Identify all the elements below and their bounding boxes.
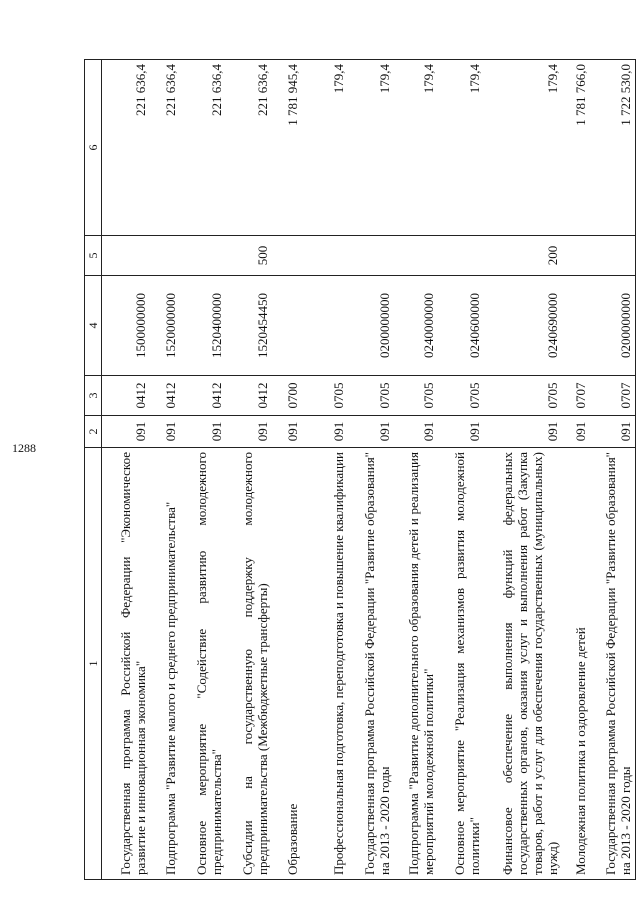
row-amount: 179,4	[438, 60, 484, 236]
table-row	[102, 60, 150, 880]
row-section-code: 0412	[102, 376, 150, 416]
row-target-code: 0240600000	[438, 276, 484, 376]
row-expense-type: 200	[484, 236, 562, 276]
row-expense-type	[180, 236, 226, 276]
row-section-code: 0705	[348, 376, 394, 416]
row-amount: 1 781 945,4	[272, 60, 302, 236]
row-section-code: 0705	[484, 376, 562, 416]
page-number: 1288	[12, 441, 36, 455]
row-target-code: 1520454450	[226, 276, 272, 376]
table-row	[394, 60, 438, 880]
row-name: Основное мероприятие "Содействие развитию молодежного предпринимательства"	[180, 448, 226, 880]
row-name: Подпрограмма "Развитие малого и среднего предпринимательства"	[150, 448, 180, 880]
row-name: Основное мероприятие "Реализация механизмов развития молодежной политики"	[438, 448, 484, 880]
row-ministry-code: 091	[226, 416, 272, 448]
row-name: Образование	[272, 448, 302, 880]
row-name: Финансовое обеспечение выполнения функций федеральных государственных органов, оказания услуг и выполнения работ (Закупка товаров, работ и услуг для обеспечения государственных (муниципальных) нужд)	[484, 448, 562, 880]
row-section-code: 0412	[226, 376, 272, 416]
row-ministry-code: 091	[348, 416, 394, 448]
row-expense-type	[438, 236, 484, 276]
row-section-code: 0705	[302, 376, 348, 416]
row-amount: 179,4	[394, 60, 438, 236]
col-header-5: 5	[85, 236, 102, 276]
table-row	[348, 60, 394, 880]
row-amount: 179,4	[348, 60, 394, 236]
row-amount: 179,4	[302, 60, 348, 236]
row-amount: 221 636,4	[102, 60, 150, 236]
row-ministry-code: 091	[102, 416, 150, 448]
row-ministry-code: 091	[562, 416, 590, 448]
table-row	[180, 60, 226, 880]
row-name: Подпрограмма "Развитие дополнительного образования детей и реализация мероприятий молодежной политики"	[394, 448, 438, 880]
header-row	[85, 60, 102, 880]
row-ministry-code: 091	[484, 416, 562, 448]
row-ministry-code: 091	[394, 416, 438, 448]
row-target-code	[302, 276, 348, 376]
row-name: Государственная программа Российской Федерации "Развитие образования" на 2013 - 2020 годы	[590, 448, 636, 880]
table-row	[272, 60, 302, 880]
table-row	[562, 60, 590, 880]
row-section-code: 0412	[180, 376, 226, 416]
row-target-code: 0200000000	[590, 276, 636, 376]
row-expense-type	[590, 236, 636, 276]
row-target-code: 0240690000	[484, 276, 562, 376]
col-header-4: 4	[85, 276, 102, 376]
col-header-3: 3	[85, 376, 102, 416]
row-expense-type	[302, 236, 348, 276]
table-row	[302, 60, 348, 880]
row-amount: 179,4	[484, 60, 562, 236]
row-ministry-code: 091	[438, 416, 484, 448]
row-name: Субсидии на государственную поддержку молодежного предпринимательства (Межбюджетные трансферты)	[226, 448, 272, 880]
row-ministry-code: 091	[590, 416, 636, 448]
row-expense-type	[272, 236, 302, 276]
row-section-code: 0412	[150, 376, 180, 416]
row-expense-type	[348, 236, 394, 276]
row-expense-type: 500	[226, 236, 272, 276]
table-row	[150, 60, 180, 880]
row-ministry-code: 091	[150, 416, 180, 448]
table-row	[226, 60, 272, 880]
row-section-code: 0700	[272, 376, 302, 416]
col-header-6: 6	[85, 60, 102, 236]
row-expense-type	[150, 236, 180, 276]
row-name: Государственная программа Российской Федерации "Экономическое развитие и инновационная экономика"	[102, 448, 150, 880]
row-amount: 1 722 530,0	[590, 60, 636, 236]
row-name: Государственная программа Российской Федерации "Развитие образования" на 2013 - 2020 годы	[348, 448, 394, 880]
col-header-1: 1	[85, 448, 102, 880]
row-amount: 1 781 766,0	[562, 60, 590, 236]
table-row	[484, 60, 562, 880]
row-target-code	[562, 276, 590, 376]
row-name: Молодежная политика и оздоровление детей	[562, 448, 590, 880]
row-expense-type	[562, 236, 590, 276]
row-expense-type	[102, 236, 150, 276]
row-section-code: 0707	[590, 376, 636, 416]
row-amount: 221 636,4	[226, 60, 272, 236]
row-expense-type	[394, 236, 438, 276]
row-target-code: 0200000000	[348, 276, 394, 376]
budget-table	[84, 59, 636, 880]
row-amount: 221 636,4	[180, 60, 226, 236]
row-section-code: 0705	[394, 376, 438, 416]
table-row	[438, 60, 484, 880]
col-header-2: 2	[85, 416, 102, 448]
row-name: Профессиональная подготовка, переподготовка и повышение квалификации	[302, 448, 348, 880]
table-row	[590, 60, 636, 880]
row-ministry-code: 091	[302, 416, 348, 448]
row-target-code: 1520000000	[150, 276, 180, 376]
row-target-code: 1520400000	[180, 276, 226, 376]
row-ministry-code: 091	[180, 416, 226, 448]
row-target-code	[272, 276, 302, 376]
row-target-code: 1500000000	[102, 276, 150, 376]
budget-table-rotated	[84, 60, 640, 880]
row-amount: 221 636,4	[150, 60, 180, 236]
row-ministry-code: 091	[272, 416, 302, 448]
row-target-code: 0240000000	[394, 276, 438, 376]
row-section-code: 0707	[562, 376, 590, 416]
row-section-code: 0705	[438, 376, 484, 416]
